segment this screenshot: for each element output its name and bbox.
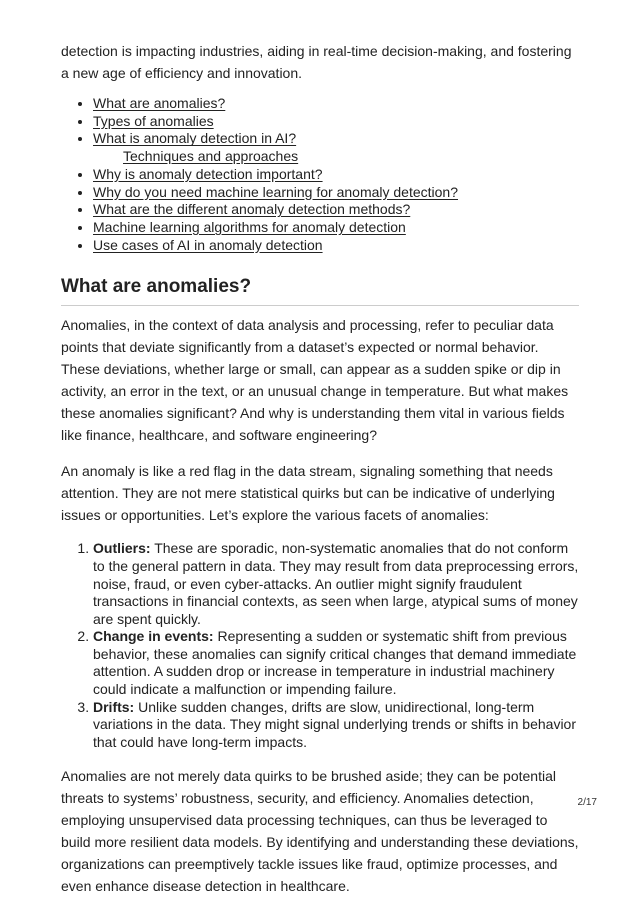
facet-text: These are sporadic, non-systematic anomalies that do not conform to the general pattern in data. They may result from data preprocessing errors, noise, fraud, or even cyber-attacks. An outlier might signify fraudulent transactions in financial contexts, as seen when large, atypical sums of money are spent quickly. (93, 540, 579, 627)
toc-link-ml-algorithms[interactable]: Machine learning algorithms for anomaly detection (93, 218, 406, 235)
list-item (93, 628, 579, 698)
list-item (93, 699, 579, 752)
toc-item (93, 184, 579, 202)
facet-term: Outliers: (93, 540, 151, 557)
toc-link-techniques-and-approaches[interactable]: Techniques and approaches (123, 148, 299, 165)
toc-link-anomaly-detection-in-ai[interactable]: What is anomaly detection in AI? (93, 130, 297, 147)
toc-link-types-of-anomalies[interactable]: Types of anomalies (93, 112, 214, 129)
toc-item (93, 237, 579, 255)
toc-item (93, 113, 579, 131)
paragraph-red-flag: An anomaly is like a red flag in the data stream, signaling something that needs attention. They are not mere statistical quirks but can be indicative of underlying issues or opportunities. Let’s explore the various facets of anomalies: (61, 463, 555, 524)
toc-link-why-machine-learning[interactable]: Why do you need machine learning for anomaly detection? (93, 183, 458, 200)
toc-item (93, 219, 579, 237)
toc-subitem (93, 148, 579, 166)
section-body (61, 314, 579, 897)
facet-term: Drifts: (93, 698, 135, 715)
table-of-contents (61, 95, 579, 254)
intro-paragraph: detection is impacting industries, aiding in real-time decision-making, and fostering a new age of efficiency and innovation. (61, 43, 572, 81)
toc-item (93, 166, 579, 184)
document-page (61, 40, 579, 911)
facet-text: Representing a sudden or systematic shift from previous behavior, these anomalies can signify critical changes that demand immediate attention. A sudden drop or increase in temperature in industrial machinery could indicate a malfunction or impending failure. (93, 628, 577, 698)
list-item (93, 540, 579, 628)
toc-link-use-cases[interactable]: Use cases of AI in anomaly detection (93, 236, 323, 253)
section-heading: What are anomalies? (61, 274, 579, 306)
toc-item (93, 201, 579, 219)
facets-list (61, 540, 579, 751)
toc-link-what-are-anomalies[interactable]: What are anomalies? (93, 95, 226, 111)
toc-item (93, 130, 579, 148)
facet-text: Unlike sudden changes, drifts are slow, unidirectional, long-term variations in the data. They might signal underlying trends or shifts in behavior that could have long-term impacts. (93, 698, 577, 750)
paragraph-definition: Anomalies, in the context of data analysis and processing, refer to peculiar data points that deviate significantly from a dataset’s expected or normal behavior. These deviations, whether large or small, can appear as a sudden spike or dip in activity, an error in the text, or an unusual change in temperature. But what makes these anomalies significant? And why is understanding them vital in various fields like finance, healthcare, and software engineering? (61, 317, 569, 444)
toc-link-detection-methods[interactable]: What are the different anomaly detection methods? (93, 201, 411, 218)
toc-item (93, 95, 579, 113)
facet-term: Change in events: (93, 628, 214, 645)
page-number: 2/17 (577, 797, 597, 808)
toc-link-why-important[interactable]: Why is anomaly detection important? (93, 165, 323, 182)
paragraph-conclusion: Anomalies are not merely data quirks to be brushed aside; they can be potential threats to systems’ robustness, security, and efficiency. Anomalies detection, employing unsupervised data processing techniques, can thus be leveraged to build more resilient data models. By identifying and understanding these deviations, organizations can preemptively tackle issues like fraud, optimize processes, and even enhance disease detection in healthcare. (61, 768, 579, 895)
